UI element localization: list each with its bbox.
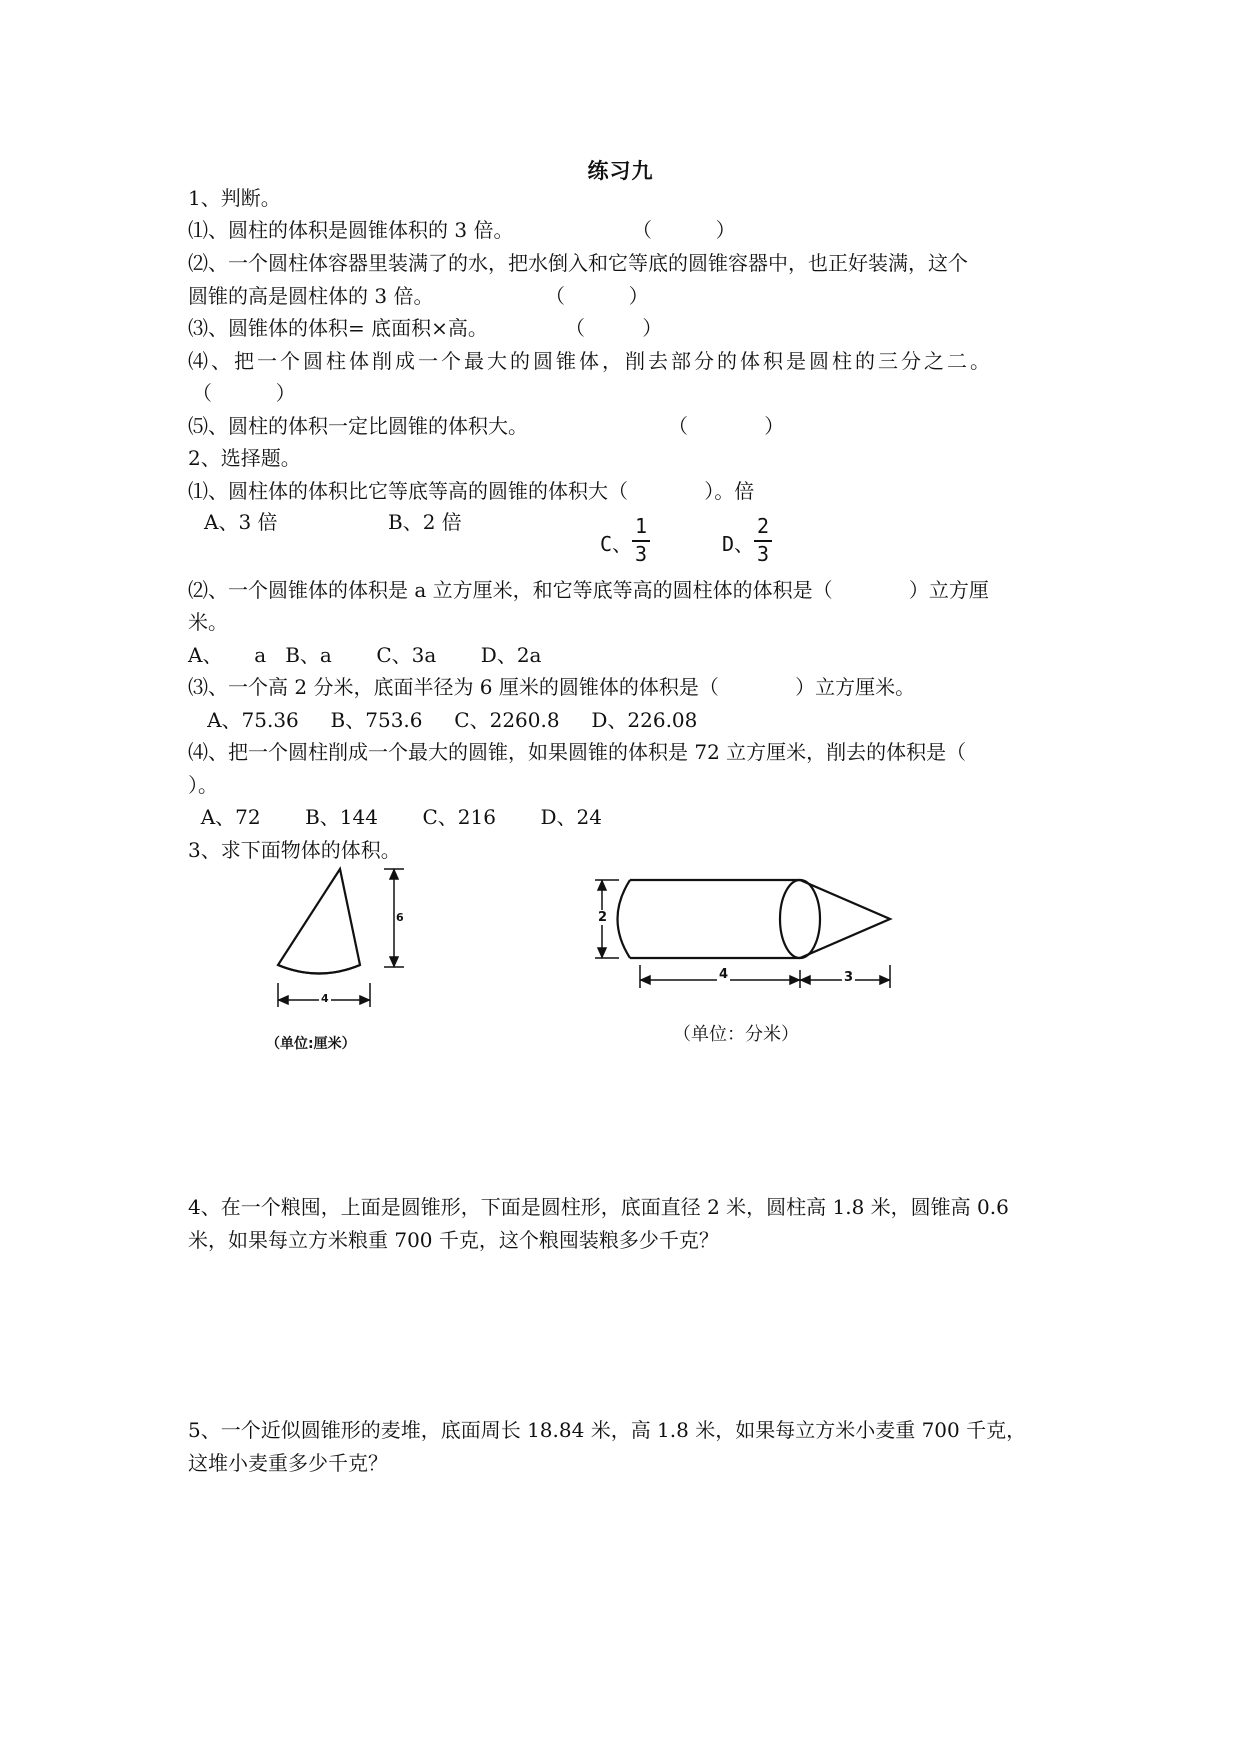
cone-length-label: 3: [844, 970, 854, 985]
section-5-line-1: 5、一个近似圆锥形的麦堆，底面周长 18.84 米，高 1.8 米，如果每立方米小麦重 700 千克，: [188, 1418, 1027, 1442]
s1-question-2-line-2: 圆锥的高是圆柱体的 3 倍。: [188, 284, 434, 308]
s1-q2-answer-blank: （ ）: [545, 284, 649, 308]
s1-q1-answer-blank: （ ）: [632, 218, 736, 242]
section-4-line-2: 米，如果每立方米粮重 700 千克，这个粮囤装粮多少千克？: [188, 1228, 719, 1252]
section-3-heading: 3、求下面物体的体积。: [188, 838, 401, 862]
s1-question-5: ⑸、圆柱的体积一定比圆锥的体积大。: [188, 414, 528, 438]
s2-q3-options: A、75.36 B、753.6 C、2260.8 D、226.08: [188, 708, 698, 732]
cone-unit-caption: （单位:厘米）: [266, 1036, 356, 1052]
s1-question-3: ⑶、圆锥体的体积= 底面积×高。: [188, 316, 488, 340]
cylinder-length-label: 4: [719, 967, 729, 982]
s2-question-4-line-1: ⑷、把一个圆柱削成一个最大的圆锥，如果圆锥的体积是 72 立方厘米，削去的体积是（: [188, 740, 967, 764]
option-d-label: D、: [722, 532, 755, 556]
s1-q4-answer-blank: （ ）: [192, 381, 296, 405]
s2-question-2-line-2: 米。: [188, 610, 228, 634]
s2-question-4-line-2: ）。: [188, 773, 218, 797]
cone-height-label: 6: [396, 911, 404, 924]
s2-question-1: ⑴、圆柱体的体积比它等底等高的圆锥的体积大（ ）。倍: [188, 479, 755, 503]
cone-base-label: 4: [321, 992, 329, 1005]
s1-q3-answer-blank: （ ）: [565, 316, 663, 340]
s2-q2-options: A、 a B、a C、3a D、2a: [188, 643, 542, 667]
s2-q1-option-b: B、2 倍: [388, 510, 462, 534]
option-c-denominator: 3: [634, 542, 648, 566]
s2-q4-options: A、72 B、144 C、216 D、24: [188, 805, 602, 829]
s1-question-1: ⑴、圆柱的体积是圆锥体积的 3 倍。: [188, 218, 514, 242]
page-title: 练习九: [587, 158, 654, 183]
cone-figure: [266, 865, 430, 1065]
s2-question-2-line-1: ⑵、一个圆锥体的体积是 a 立方厘米，和它等底等高的圆柱体的体积是（ ）立方厘: [188, 578, 989, 602]
s1-question-2-line-1: ⑵、一个圆柱体容器里装满了的水，把水倒入和它等底的圆锥容器中，也正好装满，这个: [188, 251, 968, 275]
section-4-line-1: 4、在一个粮囤，上面是圆锥形，下面是圆柱形，底面直径 2 米，圆柱高 1.8 米，圆锥高 0.6: [188, 1195, 1009, 1219]
cylinder-cone-figure: [585, 870, 905, 1050]
s1-q5-answer-blank: （ ）: [668, 414, 785, 438]
s1-question-4-line-1: ⑷、把一个圆柱体削成一个最大的圆锥体，削去部分的体积是圆柱的三分之二。: [188, 349, 993, 373]
option-d-denominator: 3: [756, 542, 770, 566]
option-c-numerator: 1: [634, 514, 648, 538]
option-c-label: C、: [600, 532, 633, 556]
section-5-line-2: 这堆小麦重多少千克？: [188, 1451, 388, 1475]
section-2-heading: 2、选择题。: [188, 446, 301, 470]
s2-q1-option-c: [600, 514, 660, 570]
option-d-numerator: 2: [756, 514, 770, 538]
s2-q1-option-a: A、3 倍: [204, 510, 278, 534]
s2-question-3: ⑶、一个高 2 分米，底面半径为 6 厘米的圆锥体的体积是（ ）立方厘米。: [188, 675, 916, 699]
cylinder-height-label: 2: [598, 910, 608, 925]
cylinder-cone-unit-caption: （单位：分米）: [673, 1024, 799, 1045]
s2-q1-option-d: [722, 514, 782, 570]
section-1-heading: 1、判断。: [188, 186, 281, 210]
